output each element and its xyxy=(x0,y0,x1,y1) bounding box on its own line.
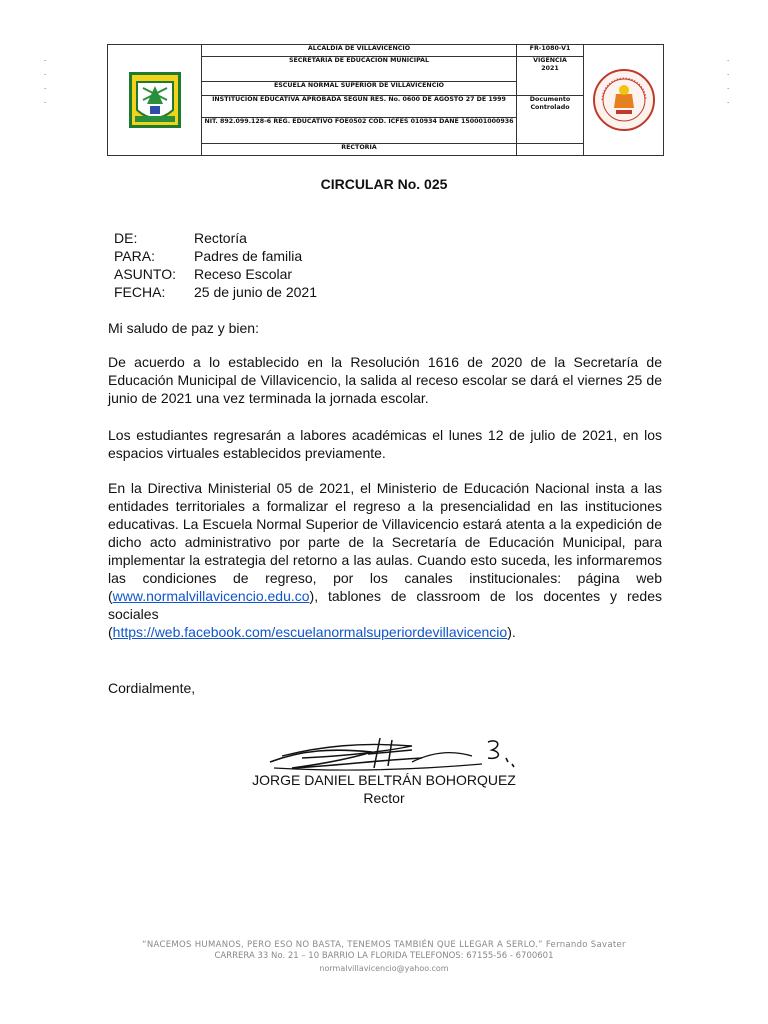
meta-fecha xyxy=(114,283,317,301)
de-label: DE: xyxy=(114,230,138,246)
signer-role: Rector xyxy=(363,790,405,806)
page-footer xyxy=(0,940,768,975)
paragraph-3-text-b: ), tablones de classroom de los docentes y redes sociales xyxy=(108,588,662,622)
controlado-label: Controlado xyxy=(530,103,570,111)
closing: Cordialmente, xyxy=(108,680,196,696)
footer-email: normalvillavicencio@yahoo.com xyxy=(319,964,449,973)
vigencia-year: 2021 xyxy=(541,65,559,72)
para-label: PARA: xyxy=(114,248,155,264)
fecha-value: 25 de junio de 2021 xyxy=(194,284,317,300)
paragraph-1: De acuerdo a lo establecido en la Resolución 1616 de 2020 de la Secretaría de Educación Municipal de Villavicencio, la salida al receso escolar se dará el viernes 25 de junio de 2021 una vez terminada la jornada escolar. xyxy=(108,354,662,406)
crest-logo-cell xyxy=(108,45,202,156)
margin-dots-right: . . . . xyxy=(727,54,730,105)
paragraph-2: Los estudiantes regresarán a labores académicas el lunes 12 de julio de 2021, en los espacios virtuales establecidos previamente. xyxy=(108,427,662,461)
greeting: Mi saludo de paz y bien: xyxy=(108,320,259,336)
de-value: Rectoría xyxy=(194,230,247,246)
header-empty-cell xyxy=(517,144,584,156)
fecha-label: FECHA: xyxy=(114,284,166,300)
footer-quote: “NACEMOS HUMANOS, PERO ESO NO BASTA, TENEMOS TAMBIÉN QUE LLEGAR A SERLO.” xyxy=(142,940,543,950)
paragraph-3-last-line xyxy=(108,623,662,641)
signature-block xyxy=(0,771,768,807)
paragraph-3 xyxy=(108,479,662,623)
header-nit: NIT. 892.099.128-6 REG. EDUCATIVO FOE0502 COD. ICFES 010934 DANE 150001000936 xyxy=(202,118,517,144)
header-institucion: INSTITUCIÓN EDUCATIVA APROBADA SEGÚN RES. No. 0600 DE AGOSTO 27 DE 1999 xyxy=(202,95,517,118)
para-value: Padres de familia xyxy=(194,248,303,264)
seal-cell xyxy=(584,45,664,156)
header-code: FR-1080-V1 xyxy=(517,45,584,57)
school-seal-icon xyxy=(592,68,656,132)
villavicencio-crest-icon xyxy=(127,70,183,130)
paragraph-3-text-a: En la Directiva Ministerial 05 de 2021, el Ministerio de Educación Nacional insta a las entidades territoriales a formalizar el regreso a la presencialidad en las instituciones educativas. La Escuela Normal Superior de Villavicencio estará atenta a la expedición de dicho acto administrativo por parte de la Secretaría de Educación Municipal, para implementar la estrategia del retorno a las aulas. Cuando esto suceda, les informaremos las condiciones de regreso, por los canales institucionales: página web ( xyxy=(108,480,662,604)
margin-dots-left: . . . . xyxy=(44,54,47,105)
website-link[interactable]: www.normalvillavicencio.edu.co xyxy=(112,588,310,604)
signer-name: JORGE DANIEL BELTRÁN BOHORQUEZ xyxy=(252,772,516,788)
document-header-table xyxy=(107,44,664,156)
header-escuela: ESCUELA NORMAL SUPERIOR DE VILLAVICENCIO xyxy=(202,81,517,95)
facebook-link[interactable]: https://web.facebook.com/escuelanormalsuperiordevillavicencio xyxy=(112,624,508,640)
asunto-value: Receso Escolar xyxy=(194,266,293,282)
footer-author: Fernando Savater xyxy=(545,940,626,950)
documento-label: Documento xyxy=(529,95,571,103)
footer-quote-line xyxy=(0,940,768,951)
asunto-label: ASUNTO: xyxy=(114,266,176,282)
meta-de xyxy=(114,229,317,247)
vigencia-label: VIGENCIA xyxy=(533,57,567,64)
header-alcaldia: ALCALDIA DE VILLAVICENCIO xyxy=(202,45,517,57)
meta-asunto xyxy=(114,265,317,283)
header-secretaria: SECRETARIA DE EDUCACION MUNICIPAL xyxy=(202,57,517,82)
meta-para xyxy=(114,247,317,265)
header-documento-controlado xyxy=(517,95,584,144)
footer-address: CARRERA 33 No. 21 – 10 BARRIO LA FLORIDA TELEFONOS: 67155-56 - 6700601 xyxy=(214,951,554,961)
paren-close: ). xyxy=(507,624,516,640)
circular-meta xyxy=(114,229,317,301)
header-rectoria: RECTORIA xyxy=(202,144,517,156)
paren-open: ( xyxy=(108,624,113,640)
circular-title: CIRCULAR No. 025 xyxy=(320,176,448,192)
header-vigencia xyxy=(517,57,584,96)
